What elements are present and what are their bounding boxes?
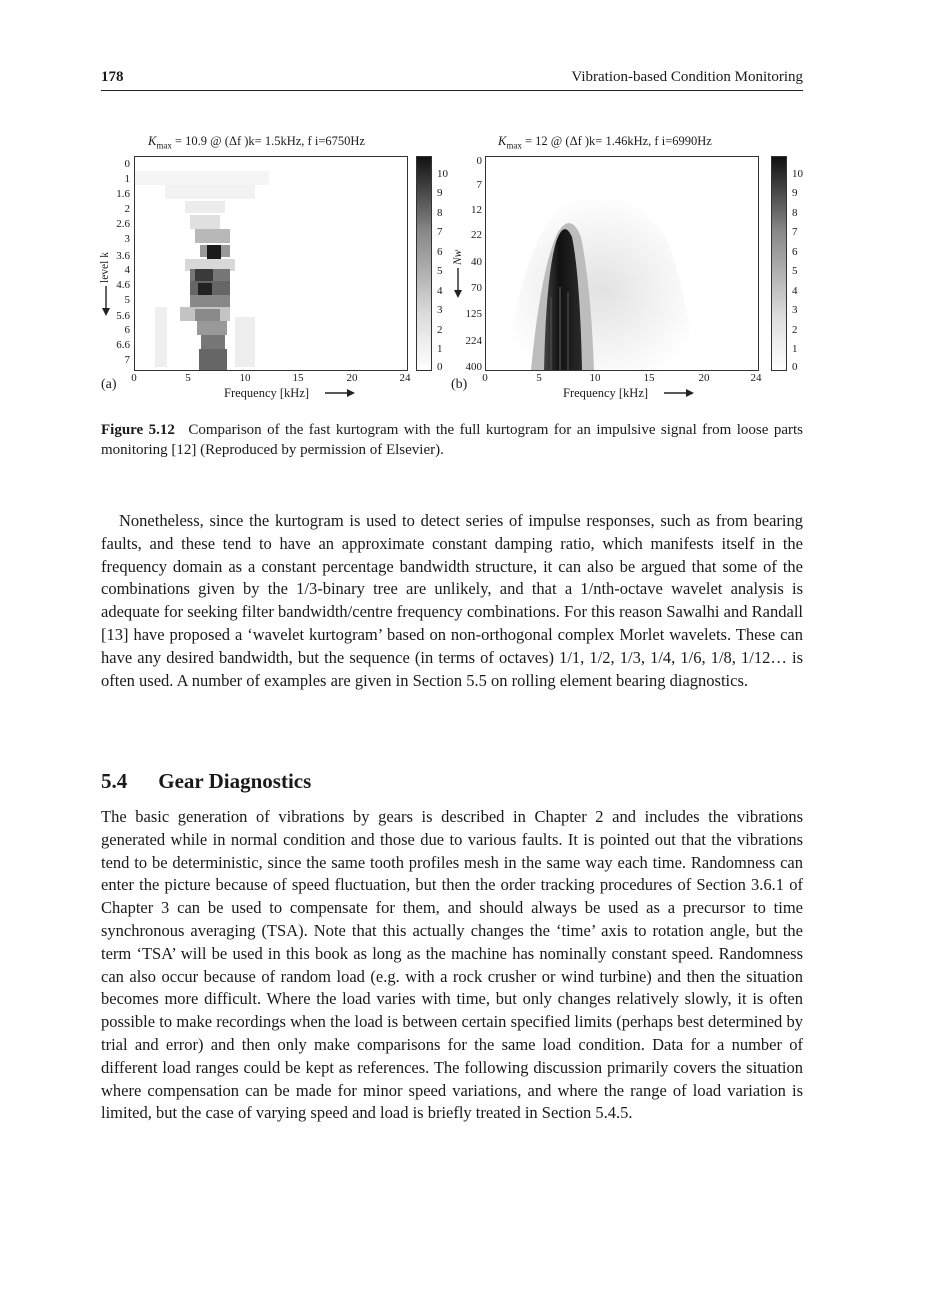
x-tick-label: 0: [131, 372, 137, 384]
figure-caption-label: Figure 5.12: [101, 422, 175, 438]
y-tick-label: 224: [465, 335, 482, 347]
figure-caption-text: Comparison of the fast kurtogram with the full kurtogram for an impulsive signal from loose parts monitoring [12] (Reproduced by permission of Elsevier).: [101, 422, 804, 458]
x-tick-label: 10: [239, 372, 251, 384]
panel-a-label: (a): [101, 377, 117, 392]
y-tick-label: 2.6: [116, 218, 130, 230]
panel-a-ylabel: level k: [99, 252, 111, 283]
y-tick-label: 6: [124, 324, 130, 336]
y-tick-label: 12: [471, 204, 482, 216]
colorbar-tick-label: 3: [437, 304, 443, 316]
y-tick-label: 22: [471, 229, 482, 241]
colorbar-tick-label: 2: [792, 324, 798, 336]
colorbar-tick-label: 1: [437, 343, 443, 355]
panel-b-title: $K_{max} = 12$ @ (Δf )k= 1.46kHz, f i=6990Hz: [498, 134, 712, 151]
panel-a-xlabel: Frequency [kHz]: [224, 386, 310, 400]
panel-b-kurtogram-image: [486, 157, 758, 370]
panel-a-colorbar: [416, 156, 432, 371]
panel-b-colorbar: [771, 156, 787, 371]
y-tick-label: 1.6: [116, 188, 130, 200]
colorbar-tick-label: 6: [437, 246, 443, 258]
running-title: Vibration-based Condition Monitoring: [571, 69, 803, 85]
colorbar-tick-label: 4: [437, 285, 443, 297]
body-paragraph-2: The basic generation of vibrations by gears is described in Chapter 2 and includes the vibrations generated while in normal condition and those due to various faults. It is pointed out that the vibrations tend to be deterministic, since the same tooth profiles mesh in the same way each time. Randomness can enter the picture because of speed fluctuation, but then the order tracking procedures of Section 3.6.1 of Chapter 3 can be used to compensate for them, and should always be used as a precursor to time synchronous averaging (TSA). Note that this actually changes the ‘time’ axis to rotation angle, but the term ‘TSA’ will be used in this book as long as the machine has nominally constant speed. Randomness can also occur because of random load (e.g. with a rock crusher or wind turbine) and then the situation becomes more difficult. Where the load varies with time, but only changes relatively slowly, it is often possible to make recordings when the load is between certain specified limits (perhaps best determined by trial and error) and then only make comparisons for the same load condition. Data for a number of different load ranges could be kept as references. The following discussion primarily covers the situation where compensation can be made for minor speed variations, and where the range of load variation is limited, but the case of varying speed and load is briefly treated in Section 5.4.5.: [101, 807, 803, 1123]
x-tick-label: 15: [292, 372, 304, 384]
y-tick-label: 2: [124, 203, 130, 215]
panel-b-xlabel: Frequency [kHz]: [563, 386, 649, 400]
colorbar-tick-label: 10: [437, 168, 448, 180]
section-heading: [101, 769, 311, 794]
panel-b-label: (b): [451, 377, 468, 392]
down-arrow-icon: [102, 286, 110, 316]
panel-b-kurtogram: [485, 156, 759, 371]
y-tick-label: 7: [124, 354, 130, 366]
colorbar-tick-label: 9: [437, 187, 443, 199]
x-tick-label: 24: [750, 372, 762, 384]
y-tick-label: 4.6: [116, 279, 130, 291]
colorbar-tick-label: 0: [792, 361, 798, 373]
colorbar-tick-label: 3: [792, 304, 798, 316]
panel-a-title: $K_{max} = 10.9$ @ (Δf )k= 1.5kHz, f i=6750Hz: [148, 134, 365, 151]
x-tick-label: 20: [346, 372, 358, 384]
colorbar-tick-label: 8: [437, 207, 443, 219]
colorbar-tick-label: 7: [792, 226, 798, 238]
section-title: Gear Diagnostics: [158, 769, 312, 793]
y-tick-label: 5.6: [116, 310, 130, 322]
colorbar-tick-label: 7: [437, 226, 443, 238]
body-paragraph-1: Nonetheless, since the kurtogram is used to detect series of impulse responses, such as from bearing faults, and these tend to have an approximate constant damping ratio, which manifests itself in the frequency domain as a constant percentage bandwidth structure, it can also be argued that some of the combinations given by the 1/3-binary tree are unlikely, and that a 1/nth-octave wavelet analysis is adequate for seeking filter bandwidth/centre frequency combinations. For this reason Sawalhi and Randall [13] have proposed a ‘wavelet kurtogram’ based on non-orthogonal complex Morlet wavelets. These can have any desired bandwidth, but the sequence (in terms of octaves) 1/1, 1/2, 1/3, 1/4, 1/6, 1/8, 1/12… is often used. A number of examples are given in Section 5.5 on rolling element bearing diagnostics.: [101, 511, 803, 690]
colorbar-tick-label: 6: [792, 246, 798, 258]
y-tick-label: 6.6: [116, 339, 130, 351]
y-tick-label: 400: [465, 361, 482, 373]
section-number: 5.4: [101, 769, 128, 793]
y-tick-label: 3: [124, 233, 130, 245]
x-tick-label: 20: [698, 372, 710, 384]
y-tick-label: 40: [471, 256, 482, 268]
panel-a-kurtogram: [134, 156, 408, 371]
colorbar-tick-label: 2: [437, 324, 443, 336]
x-tick-label: 0: [482, 372, 488, 384]
colorbar-tick-label: 5: [437, 265, 443, 277]
panel-b-ylabel: Nw: [452, 249, 464, 265]
y-tick-label: 4: [124, 264, 130, 276]
colorbar-tick-label: 0: [437, 361, 443, 373]
down-arrow-icon: [454, 268, 462, 298]
y-tick-label: 125: [465, 308, 482, 320]
colorbar-tick-label: 9: [792, 187, 798, 199]
right-arrow-icon: [664, 389, 694, 397]
y-tick-label: 0: [124, 158, 130, 170]
x-tick-label: 5: [185, 372, 191, 384]
colorbar-tick-label: 1: [792, 343, 798, 355]
colorbar-tick-label: 10: [792, 168, 803, 180]
right-arrow-icon: [325, 389, 355, 397]
y-tick-label: 3.6: [116, 250, 130, 262]
panel-a-kurtogram-image: [135, 157, 407, 370]
y-tick-label: 7: [476, 179, 482, 191]
x-tick-label: 5: [536, 372, 542, 384]
page-header: [101, 66, 803, 91]
colorbar-tick-label: 4: [792, 285, 798, 297]
figure-caption: [101, 420, 803, 460]
page-number: 178: [101, 69, 124, 85]
y-tick-label: 5: [124, 294, 130, 306]
x-tick-label: 15: [643, 372, 655, 384]
colorbar-tick-label: 8: [792, 207, 798, 219]
colorbar-tick-label: 5: [792, 265, 798, 277]
y-tick-label: 70: [471, 282, 482, 294]
y-tick-label: 1: [124, 173, 130, 185]
x-tick-label: 10: [589, 372, 601, 384]
y-tick-label: 0: [476, 155, 482, 167]
x-tick-label: 24: [399, 372, 411, 384]
